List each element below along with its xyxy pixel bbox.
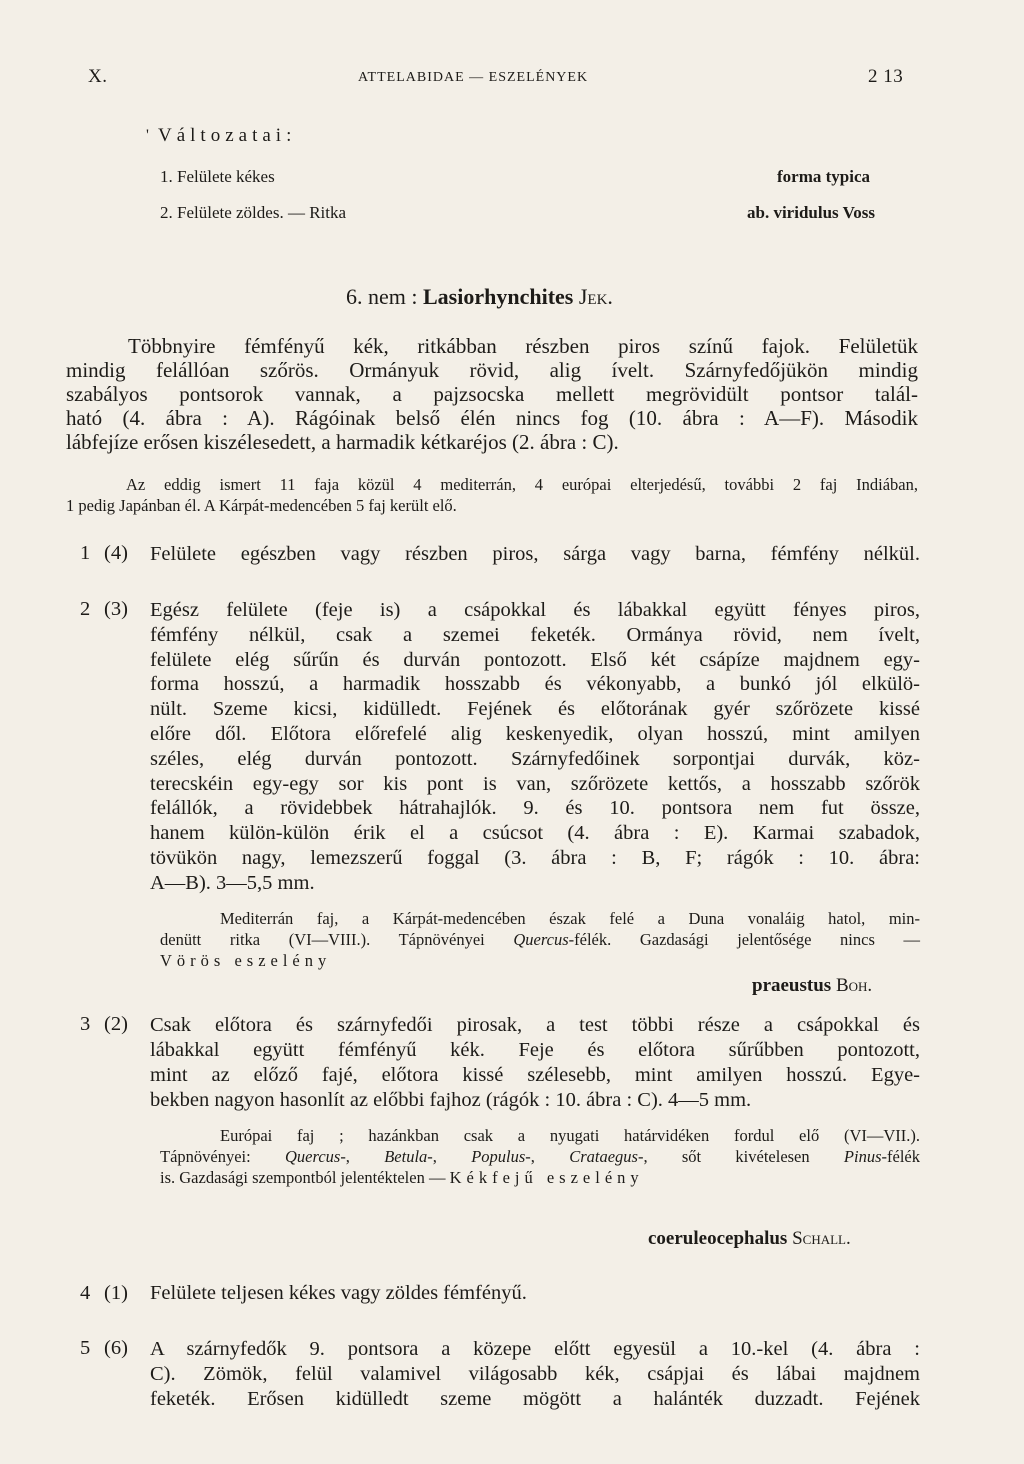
- species-name: [648, 1228, 851, 1250]
- text-span: Tápnövényei:: [160, 1147, 286, 1166]
- text-span: -félék: [881, 1147, 920, 1166]
- key-number: 3: [80, 1013, 91, 1035]
- key-text: [150, 542, 920, 566]
- text-line: [160, 929, 920, 950]
- text-span: denütt ritka (VI—VIII.). Tápnövényei: [160, 930, 514, 949]
- text-line: feketék. Erősen kidülledt szeme mögött a halánték duzzadt. Fejének: [150, 1388, 920, 1410]
- variant-label: 1. Felülete kékes: [160, 167, 275, 186]
- key-number: 1: [80, 542, 91, 564]
- genus-description: [66, 334, 918, 454]
- plant-name: Quercus: [285, 1147, 341, 1166]
- species-author: Boh.: [835, 975, 873, 996]
- text-line: fémfény nélkül, csak a szemei feketék. Ormánya rövid, nem ívelt,: [150, 623, 920, 646]
- key-alternative: (2): [104, 1013, 128, 1035]
- text-line: [160, 1167, 920, 1188]
- species-note: [160, 1125, 920, 1188]
- text-line: 1 pedig Japánban él. A Kárpát-medencében 5 faj került elő.: [66, 496, 457, 515]
- text-line: tövükön nagy, lemezszerű foggal (3. ábra : B, F; rágók : 10. ábra:: [150, 846, 920, 869]
- text-line: széles, elég durván pontozott. Szárnyfedőinek sorpontjai durvák, köz-: [150, 747, 920, 770]
- text-line: [160, 1146, 920, 1167]
- plant-name: Quercus: [513, 930, 569, 949]
- genus-name: Lasiorhynchites: [423, 284, 574, 309]
- genus-heading: [346, 284, 613, 310]
- key-number: 4: [80, 1282, 91, 1304]
- key-alternative: (4): [104, 542, 128, 564]
- text-span: is. Gazdasági szempontból jelentéktelen —: [160, 1168, 450, 1187]
- distribution-note: [66, 474, 918, 516]
- plant-name: Populus: [471, 1147, 526, 1166]
- variant-label: 2. Felülete zöldes. — Ritka: [160, 203, 347, 222]
- species-epithet: praeustus: [752, 975, 832, 996]
- common-name: Vörös eszelény: [160, 951, 332, 970]
- text-line: lábfejíze erősen kiszélesedett, a harmadik kétkaréjos (2. ábra : C).: [66, 430, 619, 454]
- text-line: hanem külön-külön érik el a csúcsot (4. ábra : E). Karmai szabadok,: [150, 822, 920, 845]
- text-line: Többnyire fémfényű kék, ritkábban részben piros színű fajok. Felületük: [128, 334, 918, 358]
- text-span: -, sőt kivételesen: [637, 1147, 844, 1166]
- genus-prefix: 6. nem :: [346, 284, 423, 309]
- key-number: 2: [80, 598, 91, 620]
- key-text: [150, 598, 920, 896]
- variants-title: Változatai:: [158, 125, 297, 146]
- key-alternative: (3): [104, 598, 128, 620]
- key-number: 5: [80, 1337, 91, 1359]
- text-span: -,: [525, 1147, 570, 1166]
- text-span: -,: [427, 1147, 472, 1166]
- plant-name: Pinus: [843, 1147, 882, 1166]
- text-line: Mediterrán faj, a Kárpát-medencében észak felé a Duna vonaláig hatol, min-: [220, 909, 920, 928]
- species-author: Schall.: [792, 1228, 851, 1249]
- common-name: Kékfejű eszelény: [449, 1168, 644, 1187]
- species-name: [752, 975, 872, 997]
- text-line: bekben nagyon hasonlít az előbbi fajhoz (rágók : 10. ábra : C). 4—5 mm.: [150, 1089, 752, 1111]
- plant-name: Crataegus: [569, 1147, 638, 1166]
- text-line: A—B). 3—5,5 mm.: [150, 871, 315, 894]
- species-epithet: coeruleocephalus: [648, 1228, 788, 1249]
- text-line: előre dől. Előtora előrefelé alig keskenyedik, olyan hosszú, mint amilyen: [150, 722, 920, 745]
- text-line: forma hosszú, a harmadik hosszabb és vékonyabb, a bunkó jól elkülö-: [150, 673, 920, 696]
- key-text: [150, 1013, 920, 1113]
- text-span: -félék. Gazdasági jelentősége nincs —: [568, 930, 920, 949]
- page-number: 2 13: [868, 66, 904, 87]
- text-line: C). Zömök, felül valamivel világosabb kék, csápjai és lábai majdnem: [150, 1363, 920, 1385]
- text-line: ható (4. ábra : A). Rágóinak belső élén nincs fog (10. ábra : A—F). Második: [66, 406, 918, 430]
- key-text: [150, 1337, 920, 1412]
- text-line: Felülete egészben vagy részben piros, sárga vagy barna, fémfény nélkül.: [150, 543, 920, 565]
- text-line: Egész felülete (feje is) a csápokkal és lábakkal együtt fényes piros,: [150, 599, 920, 621]
- text-line: felülete elég sűrűn és durván pontozott. Első két csápíze majdnem egy-: [150, 648, 920, 671]
- key-text: Felülete teljesen kékes vagy zöldes fémfényű.: [150, 1282, 527, 1304]
- plant-name: Betula: [384, 1147, 428, 1166]
- text-line: lábakkal együtt fémfényű kék. Feje és előtora sűrűbben pontozott,: [150, 1039, 920, 1061]
- key-alternative: (6): [104, 1337, 128, 1359]
- text-line: terecskéin egy-egy sor kis pont is van, szőrözete kettős, a hosszabb szőrök: [150, 772, 920, 795]
- text-line: mint az előző fajé, előtora kissé szélesebb, mint amilyen hosszú. Egye-: [150, 1064, 920, 1086]
- text-line: felállók, a rövidebbek hátrahajlók. 9. és 10. pontsora nem fut össze,: [150, 797, 920, 820]
- text-line: mindig felállóan szőrös. Ormányuk rövid, alig ívelt. Szárnyfedőjükön mindig: [66, 358, 918, 382]
- key-alternative: (1): [104, 1282, 128, 1304]
- text-span: -,: [340, 1147, 385, 1166]
- stray-mark: ': [146, 127, 149, 144]
- text-line: A szárnyfedők 9. pontsora a közepe előtt egyesül a 10.-kel (4. ábra :: [150, 1338, 920, 1360]
- variant-name: forma typica: [777, 167, 871, 186]
- chapter-number: X.: [88, 66, 108, 87]
- text-line: szabályos pontsorok vannak, a pajzsocska mellett megrövidült pontsor talál-: [66, 382, 918, 406]
- text-line: Európai faj ; hazánkban csak a nyugati határvidéken fordul elő (VI—VII.).: [220, 1126, 920, 1145]
- species-note: [160, 908, 920, 971]
- text-line: nült. Szeme kicsi, kidülledt. Fejének és előtorának gyér szőrözete kissé: [150, 698, 920, 721]
- running-title: ATTELABIDAE — ESZELÉNYEK: [358, 70, 589, 85]
- variant-name: ab. viridulus Voss: [747, 203, 876, 222]
- text-line: Csak előtora és szárnyfedői pirosak, a test többi része a csápokkal és: [150, 1014, 920, 1036]
- genus-author: Jek.: [578, 284, 613, 309]
- text-line: Az eddig ismert 11 faja közül 4 mediterrán, 4 európai elterjedésű, további 2 faj Indiában,: [126, 475, 918, 494]
